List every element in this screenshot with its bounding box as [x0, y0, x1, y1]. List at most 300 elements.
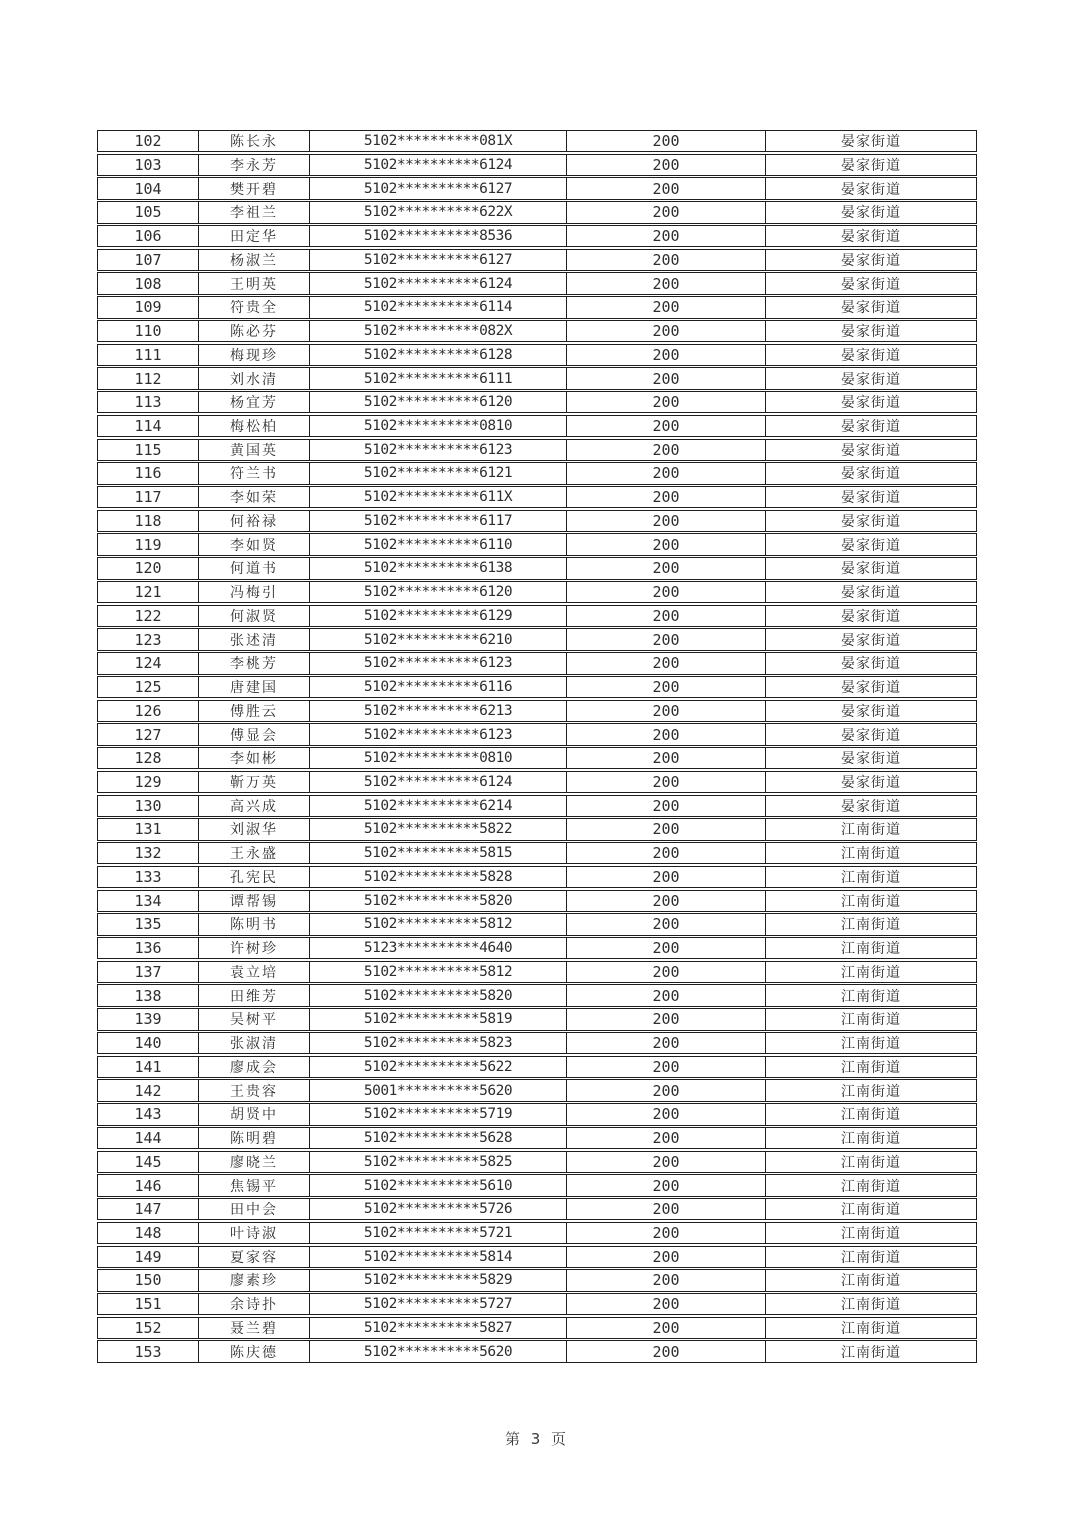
person-name-cell: 陈长永	[199, 131, 310, 151]
table-row	[97, 533, 977, 555]
amount-cell: 200	[567, 701, 766, 721]
district-cell: 江南街道	[841, 964, 901, 981]
table-row	[97, 747, 977, 769]
table-row	[97, 1008, 977, 1030]
id-number-cell: 5102**********6124	[310, 273, 567, 293]
district-cell: 晏家街道	[841, 751, 901, 768]
district-cell: 江南街道	[841, 822, 901, 839]
id-number-cell: 5102**********6111	[310, 368, 567, 388]
district-cell: 晏家街道	[841, 703, 901, 720]
district-cell: 晏家街道	[841, 632, 901, 649]
district-cell: 晏家街道	[841, 276, 901, 293]
amount-cell: 200	[567, 962, 766, 982]
amount-cell: 200	[567, 677, 766, 697]
id-number-cell: 5102**********6123	[310, 724, 567, 744]
district-cell: 江南街道	[841, 1059, 901, 1076]
id-number-cell: 5102**********6124	[310, 772, 567, 792]
table-row	[97, 628, 977, 650]
row-number-cell: 134	[98, 891, 199, 911]
person-name-cell: 刘水清	[199, 368, 310, 388]
table-row	[97, 818, 977, 840]
amount-cell: 200	[567, 345, 766, 365]
id-number-cell: 5102**********6110	[310, 534, 567, 554]
person-name-cell: 傅显会	[199, 724, 310, 744]
table-row	[97, 486, 977, 508]
person-name-cell: 田中会	[199, 1199, 310, 1219]
id-number-cell: 5102**********5628	[310, 1128, 567, 1148]
table-row	[97, 225, 977, 247]
table-row	[97, 462, 977, 484]
amount-cell: 200	[567, 226, 766, 246]
district-cell: 晏家街道	[841, 395, 901, 412]
person-name-cell: 李桃芳	[199, 653, 310, 673]
person-name-cell: 田维芳	[199, 985, 310, 1005]
table-row	[97, 937, 977, 959]
row-number-cell: 153	[98, 1341, 199, 1361]
table-row	[97, 1246, 977, 1268]
id-number-cell: 5102**********5812	[310, 914, 567, 934]
table-row	[97, 1340, 977, 1362]
district-cell: 江南街道	[841, 1202, 901, 1219]
table-row	[97, 439, 977, 461]
row-number-cell: 110	[98, 321, 199, 341]
district-cell: 晏家街道	[841, 490, 901, 507]
row-number-cell: 125	[98, 677, 199, 697]
amount-cell: 200	[567, 938, 766, 958]
table-row	[97, 676, 977, 698]
district-cell: 晏家街道	[841, 537, 901, 554]
table-row	[97, 249, 977, 271]
id-number-cell: 5102**********6138	[310, 558, 567, 578]
id-number-cell: 5102**********6116	[310, 677, 567, 697]
row-number-cell: 133	[98, 867, 199, 887]
amount-cell: 200	[567, 1223, 766, 1243]
id-number-cell: 5102**********6120	[310, 392, 567, 412]
amount-cell: 200	[567, 891, 766, 911]
amount-cell: 200	[567, 1009, 766, 1029]
person-name-cell: 王永盛	[199, 843, 310, 863]
id-number-cell: 5102**********6124	[310, 155, 567, 175]
district-cell: 晏家街道	[841, 229, 901, 246]
amount-cell: 200	[567, 1294, 766, 1314]
table-row	[97, 1222, 977, 1244]
table-row	[97, 961, 977, 983]
table-row	[97, 1151, 977, 1173]
row-number-cell: 150	[98, 1270, 199, 1290]
id-number-cell: 5102**********5815	[310, 843, 567, 863]
id-number-cell: 5102**********5814	[310, 1247, 567, 1267]
amount-cell: 200	[567, 297, 766, 317]
person-name-cell: 靳万英	[199, 772, 310, 792]
district-cell: 晏家街道	[841, 157, 901, 174]
row-number-cell: 152	[98, 1318, 199, 1338]
id-number-cell: 5102**********6213	[310, 701, 567, 721]
id-number-cell: 5102**********6128	[310, 345, 567, 365]
id-number-cell: 5102**********6123	[310, 653, 567, 673]
district-cell: 江南街道	[841, 869, 901, 886]
table-row	[97, 700, 977, 722]
id-number-cell: 5102**********5822	[310, 819, 567, 839]
id-number-cell: 5102**********6129	[310, 606, 567, 626]
district-cell: 江南街道	[841, 1083, 901, 1100]
district-cell: 江南街道	[841, 917, 901, 934]
id-number-cell: 5102**********5719	[310, 1104, 567, 1124]
person-name-cell: 谭帮锡	[199, 891, 310, 911]
row-number-cell: 121	[98, 582, 199, 602]
amount-cell: 200	[567, 392, 766, 412]
amount-cell: 200	[567, 368, 766, 388]
district-cell: 晏家街道	[841, 347, 901, 364]
person-name-cell: 杨宜芳	[199, 392, 310, 412]
person-name-cell: 梅松柏	[199, 416, 310, 436]
row-number-cell: 120	[98, 558, 199, 578]
table-row	[97, 842, 977, 864]
row-number-cell: 114	[98, 416, 199, 436]
table-row	[97, 296, 977, 318]
table-row	[97, 913, 977, 935]
table-row	[97, 367, 977, 389]
id-number-cell: 5123**********4640	[310, 938, 567, 958]
person-name-cell: 李如彬	[199, 748, 310, 768]
row-number-cell: 116	[98, 463, 199, 483]
district-cell: 晏家街道	[841, 680, 901, 697]
row-number-cell: 118	[98, 511, 199, 531]
district-cell: 晏家街道	[841, 727, 901, 744]
row-number-cell: 151	[98, 1294, 199, 1314]
id-number-cell: 5001**********5620	[310, 1080, 567, 1100]
table-row	[97, 984, 977, 1006]
table-row	[97, 771, 977, 793]
table-row	[97, 723, 977, 745]
district-cell: 江南街道	[841, 1273, 901, 1290]
person-name-cell: 焦锡平	[199, 1175, 310, 1195]
amount-cell: 200	[567, 1033, 766, 1053]
row-number-cell: 111	[98, 345, 199, 365]
person-name-cell: 廖素珍	[199, 1270, 310, 1290]
district-cell: 晏家街道	[841, 513, 901, 530]
district-cell: 江南街道	[841, 1036, 901, 1053]
district-cell: 江南街道	[841, 1249, 901, 1266]
amount-cell: 200	[567, 131, 766, 151]
person-name-cell: 唐建国	[199, 677, 310, 697]
person-name-cell: 孔宪民	[199, 867, 310, 887]
district-cell: 晏家街道	[841, 324, 901, 341]
id-number-cell: 5102**********5610	[310, 1175, 567, 1195]
id-number-cell: 5102**********082X	[310, 321, 567, 341]
table-row	[97, 1198, 977, 1220]
district-cell: 江南街道	[841, 1344, 901, 1361]
district-cell: 晏家街道	[841, 656, 901, 673]
id-number-cell: 5102**********5620	[310, 1341, 567, 1361]
person-name-cell: 许树珍	[199, 938, 310, 958]
table-row	[97, 890, 977, 912]
table-row	[97, 557, 977, 579]
row-number-cell: 119	[98, 534, 199, 554]
amount-cell: 200	[567, 1057, 766, 1077]
table-row	[97, 652, 977, 674]
id-number-cell: 5102**********6127	[310, 250, 567, 270]
id-number-cell: 5102**********6123	[310, 440, 567, 460]
id-number-cell: 5102**********6120	[310, 582, 567, 602]
table-row	[97, 1079, 977, 1101]
amount-cell: 200	[567, 416, 766, 436]
amount-cell: 200	[567, 1080, 766, 1100]
person-name-cell: 王贵容	[199, 1080, 310, 1100]
id-number-cell: 5102**********611X	[310, 487, 567, 507]
table-row	[97, 177, 977, 199]
id-number-cell: 5102**********6210	[310, 629, 567, 649]
row-number-cell: 122	[98, 606, 199, 626]
table-row	[97, 415, 977, 437]
table-row	[97, 1269, 977, 1291]
district-cell: 晏家街道	[841, 181, 901, 198]
district-cell: 江南街道	[841, 1178, 901, 1195]
table-row	[97, 510, 977, 532]
amount-cell: 200	[567, 1318, 766, 1338]
table-row	[97, 344, 977, 366]
person-name-cell: 何裕禄	[199, 511, 310, 531]
person-name-cell: 李如荣	[199, 487, 310, 507]
id-number-cell: 5102**********6214	[310, 796, 567, 816]
district-cell: 晏家街道	[841, 371, 901, 388]
table-row	[97, 1127, 977, 1149]
id-number-cell: 5102**********5727	[310, 1294, 567, 1314]
person-name-cell: 王明英	[199, 273, 310, 293]
row-number-cell: 144	[98, 1128, 199, 1148]
amount-cell: 200	[567, 1104, 766, 1124]
district-cell: 晏家街道	[841, 775, 901, 792]
district-cell: 晏家街道	[841, 300, 901, 317]
person-name-cell: 聂兰碧	[199, 1318, 310, 1338]
id-number-cell: 5102**********0810	[310, 748, 567, 768]
person-name-cell: 夏家容	[199, 1247, 310, 1267]
row-number-cell: 108	[98, 273, 199, 293]
amount-cell: 200	[567, 511, 766, 531]
amount-cell: 200	[567, 1270, 766, 1290]
person-name-cell: 杨淑兰	[199, 250, 310, 270]
id-number-cell: 5102**********5823	[310, 1033, 567, 1053]
id-number-cell: 5102**********5819	[310, 1009, 567, 1029]
row-number-cell: 139	[98, 1009, 199, 1029]
amount-cell: 200	[567, 606, 766, 626]
id-number-cell: 5102**********5827	[310, 1318, 567, 1338]
row-number-cell: 106	[98, 226, 199, 246]
table-row	[97, 795, 977, 817]
person-name-cell: 李如贤	[199, 534, 310, 554]
table-row	[97, 1032, 977, 1054]
amount-cell: 200	[567, 534, 766, 554]
id-number-cell: 5102**********8536	[310, 226, 567, 246]
amount-cell: 200	[567, 1247, 766, 1267]
table-row	[97, 272, 977, 294]
person-name-cell: 廖成会	[199, 1057, 310, 1077]
person-name-cell: 何道书	[199, 558, 310, 578]
amount-cell: 200	[567, 819, 766, 839]
district-cell: 江南街道	[841, 1107, 901, 1124]
row-number-cell: 146	[98, 1175, 199, 1195]
row-number-cell: 124	[98, 653, 199, 673]
district-cell: 江南街道	[841, 1320, 901, 1337]
amount-cell: 200	[567, 1152, 766, 1172]
table-row	[97, 1317, 977, 1339]
row-number-cell: 113	[98, 392, 199, 412]
row-number-cell: 145	[98, 1152, 199, 1172]
amount-cell: 200	[567, 653, 766, 673]
row-number-cell: 102	[98, 131, 199, 151]
id-number-cell: 5102**********5721	[310, 1223, 567, 1243]
district-cell: 晏家街道	[841, 205, 901, 222]
amount-cell: 200	[567, 440, 766, 460]
table-row	[97, 1174, 977, 1196]
amount-cell: 200	[567, 155, 766, 175]
row-number-cell: 115	[98, 440, 199, 460]
district-cell: 晏家街道	[841, 419, 901, 435]
person-name-cell: 陈必芬	[199, 321, 310, 341]
person-name-cell: 何淑贤	[199, 606, 310, 626]
id-number-cell: 5102**********5829	[310, 1270, 567, 1290]
district-cell: 江南街道	[841, 941, 901, 958]
row-number-cell: 128	[98, 748, 199, 768]
row-number-cell: 107	[98, 250, 199, 270]
id-number-cell: 5102**********0810	[310, 416, 567, 436]
district-cell: 江南街道	[841, 1225, 901, 1242]
amount-cell: 200	[567, 273, 766, 293]
table-row	[97, 154, 977, 176]
person-name-cell: 傅胜云	[199, 701, 310, 721]
row-number-cell: 137	[98, 962, 199, 982]
id-number-cell: 5102**********5820	[310, 985, 567, 1005]
district-cell: 晏家街道	[841, 608, 901, 625]
page-footer	[0, 1428, 1074, 1449]
amount-cell: 200	[567, 867, 766, 887]
amount-cell: 200	[567, 250, 766, 270]
table-row	[97, 320, 977, 342]
person-name-cell: 陈庆德	[199, 1341, 310, 1361]
row-number-cell: 136	[98, 938, 199, 958]
amount-cell: 200	[567, 1341, 766, 1361]
amount-cell: 200	[567, 796, 766, 816]
district-cell: 江南街道	[841, 893, 901, 910]
amount-cell: 200	[567, 463, 766, 483]
person-name-cell: 张述清	[199, 629, 310, 649]
row-number-cell: 148	[98, 1223, 199, 1243]
table-row	[97, 391, 977, 413]
row-number-cell: 138	[98, 985, 199, 1005]
id-number-cell: 5102**********6114	[310, 297, 567, 317]
person-name-cell: 袁立培	[199, 962, 310, 982]
row-number-cell: 105	[98, 202, 199, 222]
row-number-cell: 129	[98, 772, 199, 792]
id-number-cell: 5102**********5812	[310, 962, 567, 982]
district-cell: 江南街道	[841, 1154, 901, 1171]
district-cell: 晏家街道	[841, 134, 901, 151]
person-name-cell: 陈明书	[199, 914, 310, 934]
person-name-cell: 田定华	[199, 226, 310, 246]
id-number-cell: 5102**********622X	[310, 202, 567, 222]
id-number-cell: 5102**********081X	[310, 131, 567, 151]
person-name-cell: 廖晓兰	[199, 1152, 310, 1172]
row-number-cell: 131	[98, 819, 199, 839]
id-number-cell: 5102**********5726	[310, 1199, 567, 1219]
amount-cell: 200	[567, 487, 766, 507]
district-cell: 江南街道	[841, 1012, 901, 1029]
person-name-cell: 符贵全	[199, 297, 310, 317]
id-number-cell: 5102**********5825	[310, 1152, 567, 1172]
id-number-cell: 5102**********5828	[310, 867, 567, 887]
payment-list-table	[97, 130, 977, 1364]
amount-cell: 200	[567, 582, 766, 602]
row-number-cell: 141	[98, 1057, 199, 1077]
amount-cell: 200	[567, 321, 766, 341]
person-name-cell: 刘淑华	[199, 819, 310, 839]
id-number-cell: 5102**********5622	[310, 1057, 567, 1077]
row-number-cell: 103	[98, 155, 199, 175]
amount-cell: 200	[567, 914, 766, 934]
person-name-cell: 高兴成	[199, 796, 310, 816]
person-name-cell: 吴树平	[199, 1009, 310, 1029]
district-cell: 江南街道	[841, 1131, 901, 1148]
id-number-cell: 5102**********6117	[310, 511, 567, 531]
row-number-cell: 132	[98, 843, 199, 863]
table-row	[97, 605, 977, 627]
id-number-cell: 5102**********5820	[310, 891, 567, 911]
table-row	[97, 1056, 977, 1078]
page-number: 第 3 页	[504, 1430, 570, 1448]
person-name-cell: 陈明碧	[199, 1128, 310, 1148]
person-name-cell: 梅现珍	[199, 345, 310, 365]
row-number-cell: 140	[98, 1033, 199, 1053]
amount-cell: 200	[567, 724, 766, 744]
person-name-cell: 张淑清	[199, 1033, 310, 1053]
person-name-cell: 符兰书	[199, 463, 310, 483]
table-row	[97, 866, 977, 888]
row-number-cell: 142	[98, 1080, 199, 1100]
amount-cell: 200	[567, 558, 766, 578]
id-number-cell: 5102**********6127	[310, 178, 567, 198]
person-name-cell: 胡贤中	[199, 1104, 310, 1124]
amount-cell: 200	[567, 843, 766, 863]
row-number-cell: 147	[98, 1199, 199, 1219]
table-row	[97, 201, 977, 223]
person-name-cell: 黄国英	[199, 440, 310, 460]
amount-cell: 200	[567, 985, 766, 1005]
district-cell: 江南街道	[841, 846, 901, 863]
person-name-cell: 叶诗淑	[199, 1223, 310, 1243]
person-name-cell: 冯梅引	[199, 582, 310, 602]
row-number-cell: 126	[98, 701, 199, 721]
table-row	[97, 1293, 977, 1315]
row-number-cell: 149	[98, 1247, 199, 1267]
amount-cell: 200	[567, 1128, 766, 1148]
table-row	[97, 130, 977, 152]
amount-cell: 200	[567, 178, 766, 198]
district-cell: 晏家街道	[841, 442, 901, 459]
district-cell: 江南街道	[841, 1297, 901, 1314]
district-cell: 江南街道	[841, 988, 901, 1005]
id-number-cell: 5102**********6121	[310, 463, 567, 483]
row-number-cell: 104	[98, 178, 199, 198]
row-number-cell: 109	[98, 297, 199, 317]
table-row	[97, 1103, 977, 1125]
amount-cell: 200	[567, 629, 766, 649]
amount-cell: 200	[567, 1199, 766, 1219]
row-number-cell: 127	[98, 724, 199, 744]
district-cell: 晏家街道	[841, 466, 901, 483]
row-number-cell: 123	[98, 629, 199, 649]
person-name-cell: 李祖兰	[199, 202, 310, 222]
person-name-cell: 李永芳	[199, 155, 310, 175]
row-number-cell: 117	[98, 487, 199, 507]
